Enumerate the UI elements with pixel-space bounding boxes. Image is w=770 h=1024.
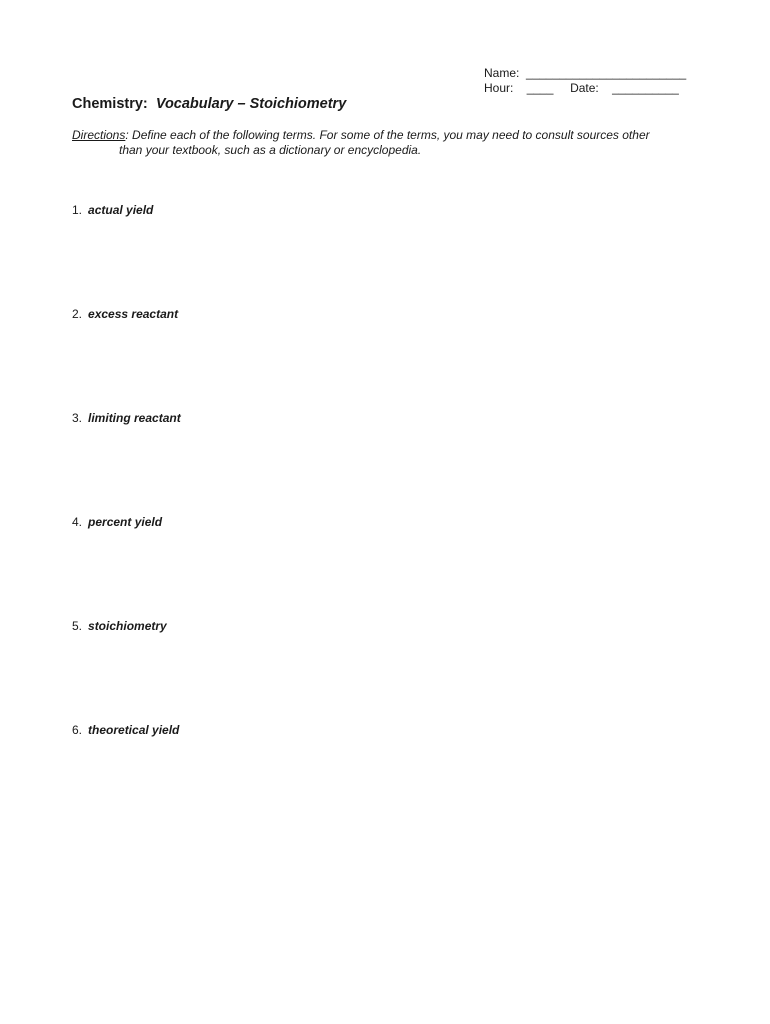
date-label: Date: (570, 81, 599, 95)
hour-blank: ____ (526, 81, 554, 95)
term-number: 5. (72, 619, 83, 633)
hour-label: Hour: (484, 81, 514, 95)
term-item-6 (72, 723, 179, 737)
page-title (72, 96, 346, 112)
term-number: 1. (72, 203, 83, 217)
title-subject: Vocabulary – Stoichiometry (155, 96, 347, 112)
term-number: 3. (72, 411, 83, 425)
term-item-5 (72, 619, 167, 633)
term-number: 4. (72, 515, 83, 529)
term-word: stoichiometry (88, 619, 167, 633)
term-item-2 (72, 307, 178, 321)
term-word: theoretical yield (88, 723, 180, 737)
name-blank: ________________________ (526, 66, 687, 80)
title-prefix: Chemistry: (72, 96, 148, 112)
term-word: excess reactant (88, 307, 179, 321)
name-row (484, 66, 686, 81)
term-number: 2. (72, 307, 83, 321)
date-blank: __________ (612, 81, 679, 95)
term-item-4 (72, 515, 162, 529)
directions-label: Directions (72, 128, 126, 142)
name-label: Name: (484, 66, 520, 80)
student-info-header (484, 66, 686, 96)
hour-date-row (484, 81, 686, 96)
term-word: actual yield (88, 203, 154, 217)
term-word: limiting reactant (88, 411, 181, 425)
directions-line-2: than your textbook, such as a dictionary or encyclopedia. (119, 143, 422, 157)
term-item-1 (72, 203, 153, 217)
term-item-3 (72, 411, 181, 425)
directions-paragraph (72, 128, 712, 158)
term-number: 6. (72, 723, 83, 737)
directions-line-1: : Define each of the following terms. For some of the terms, you may need to consult sources other (125, 128, 650, 142)
term-word: percent yield (88, 515, 163, 529)
